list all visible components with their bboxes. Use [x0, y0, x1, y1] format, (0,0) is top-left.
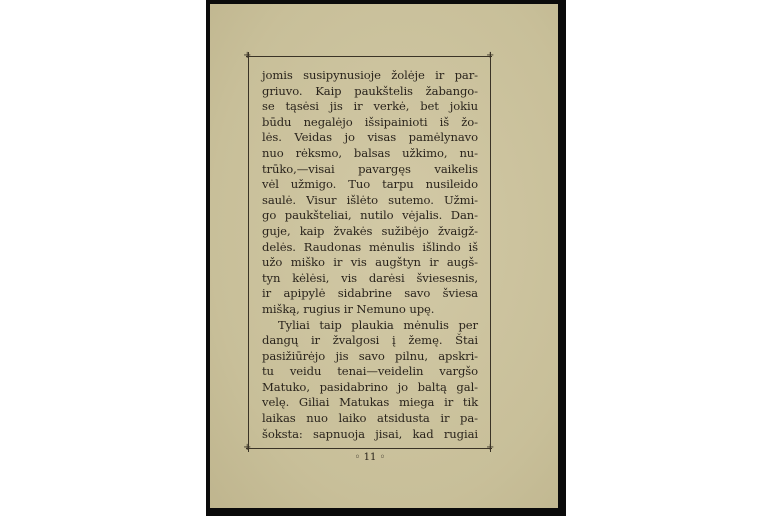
text-line: būdu negalėjo išsipainioti iš žo-	[262, 114, 478, 129]
text-line: dangų ir žvalgosi į žemę. Štai	[262, 333, 478, 348]
text-line: nuo rėksmo, balsas užkimo, nu-	[262, 145, 478, 160]
text-line: mišką, rugius ir Nemuno upę.	[262, 301, 435, 316]
text-line: guje, kaip žvakės sužibėjo žvaigž-	[262, 223, 478, 238]
frame-bottom-rule	[246, 448, 492, 449]
text-line: go paukšteliai, nutilo vėjalis. Dan-	[262, 208, 478, 223]
frame-left-rule	[248, 52, 249, 452]
text-line: tu veidu tenai—veidelin vargšo	[262, 364, 478, 379]
corner-cross-top-right: +	[486, 50, 495, 61]
text-line: šoksta: sapnuoja jisai, kad rugiai	[262, 426, 478, 441]
text-line: Tyliai taip plaukia mėnulis per	[278, 317, 478, 332]
text-line: pasižiūrėjo jis savo pilnu, apskri-	[262, 348, 478, 363]
corner-cross-top-left: +	[243, 50, 252, 61]
text-line: saulė. Visur išlėto sutemo. Užmi-	[262, 192, 478, 207]
text-line: vėl užmigo. Tuo tarpu nusileido	[262, 177, 478, 192]
text-line: jomis susipynusioje žolėje ir par-	[262, 68, 478, 82]
frame-top-rule	[246, 56, 492, 57]
text-line: Matuko, pasidabrino jo baltą gal-	[262, 379, 478, 394]
text-line: ir apipylė sidabrine savo šviesa	[262, 286, 478, 301]
text-line: užo miško ir vis augštyn ir augš-	[262, 255, 478, 270]
text-line: trūko,—visai pavargęs vaikelis	[262, 161, 478, 176]
text-line: griuvo. Kaip paukštelis žabango-	[262, 83, 478, 98]
text-line: tyn kėlėsi, vis darėsi šviesesnis,	[262, 270, 478, 285]
page-number: ◦ 11 ◦	[354, 452, 386, 463]
frame-right-rule	[490, 52, 491, 452]
text-line: lės. Veidas jo visas pamėlynavo	[262, 130, 478, 145]
body-text	[262, 68, 478, 442]
corner-cross-bottom-left: +	[243, 442, 252, 453]
text-line: se tąsėsi jis ir verkė, bet jokiu	[262, 99, 478, 114]
text-line: delės. Raudonas mėnulis išlindo iš	[262, 239, 478, 254]
corner-cross-bottom-right: +	[486, 442, 495, 453]
text-line: laikas nuo laiko atsidusta ir pa-	[262, 411, 478, 426]
text-line: velę. Giliai Matukas miega ir tik	[262, 395, 478, 410]
